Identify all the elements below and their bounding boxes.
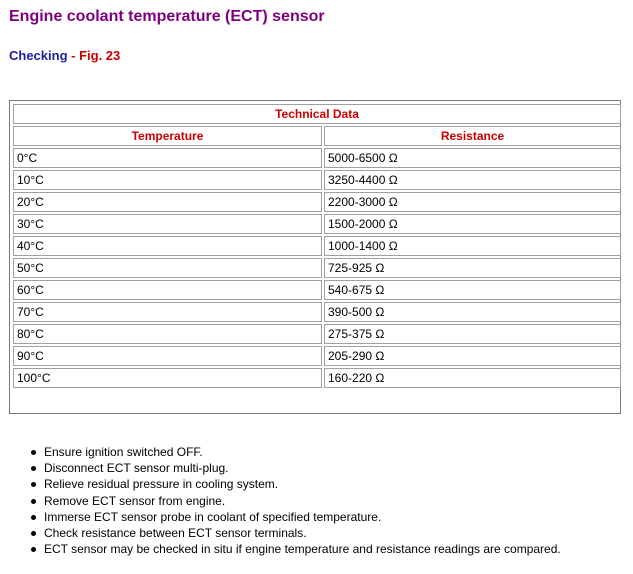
table-row — [13, 148, 621, 168]
resistance-cell: 275-375 Ω — [324, 324, 621, 344]
page-title: Engine coolant temperature (ECT) sensor — [9, 8, 325, 25]
bullet-icon — [31, 515, 36, 520]
step-text: Disconnect ECT sensor multi-plug. — [44, 461, 229, 476]
checking-label: Checking — [9, 48, 68, 63]
temperature-cell: 60°C — [13, 280, 322, 300]
table-row — [13, 170, 621, 190]
subheading-separator: - — [67, 48, 80, 63]
list-item — [44, 509, 561, 525]
list-item — [44, 493, 561, 509]
bullet-icon — [31, 482, 36, 487]
bullet-icon — [31, 450, 36, 455]
table-header-row — [13, 126, 621, 146]
list-item — [44, 525, 561, 541]
resistance-cell: 725-925 Ω — [324, 258, 621, 278]
temperature-cell: 30°C — [13, 214, 322, 234]
list-item — [44, 541, 561, 557]
list-item — [44, 444, 561, 460]
temperature-cell: 10°C — [13, 170, 322, 190]
bullet-icon — [31, 499, 36, 504]
bullet-icon — [31, 547, 36, 552]
table-row — [13, 214, 621, 234]
section-subheading — [9, 48, 120, 63]
temperature-cell: 0°C — [13, 148, 322, 168]
table-row — [13, 258, 621, 278]
resistance-cell: 1500-2000 Ω — [324, 214, 621, 234]
table-row — [13, 192, 621, 212]
column-header-temperature: Temperature — [13, 126, 322, 146]
procedure-steps-list — [0, 444, 561, 557]
table-caption-row — [13, 104, 621, 124]
table-row — [13, 368, 621, 388]
technical-data-table-frame — [9, 100, 621, 414]
list-item — [44, 476, 561, 492]
resistance-cell: 3250-4400 Ω — [324, 170, 621, 190]
table-row — [13, 302, 621, 322]
step-text: Check resistance between ECT sensor terminals. — [44, 526, 307, 541]
temperature-cell: 40°C — [13, 236, 322, 256]
temperature-cell: 50°C — [13, 258, 322, 278]
resistance-cell: 2200-3000 Ω — [324, 192, 621, 212]
step-text: Ensure ignition switched OFF. — [44, 445, 203, 459]
technical-data-table — [11, 102, 623, 390]
step-text: Immerse ECT sensor probe in coolant of specified temperature. — [44, 509, 382, 524]
figure-link[interactable]: Fig. 23 — [79, 48, 121, 63]
table-row — [13, 324, 621, 344]
temperature-cell: 20°C — [13, 192, 322, 212]
step-text: Relieve residual pressure in cooling system. — [44, 477, 279, 492]
resistance-cell: 1000-1400 Ω — [324, 236, 621, 256]
bullet-icon — [31, 466, 36, 471]
table-caption: Technical Data — [13, 104, 621, 124]
table-row — [13, 236, 621, 256]
resistance-cell: 5000-6500 Ω — [324, 148, 621, 168]
table-row — [13, 346, 621, 366]
bullet-icon — [31, 531, 36, 536]
step-text: ECT sensor may be checked in situ if engine temperature and resistance readings are compared. — [44, 542, 561, 557]
resistance-cell: 390-500 Ω — [324, 302, 621, 322]
temperature-cell: 70°C — [13, 302, 322, 322]
temperature-cell: 80°C — [13, 324, 322, 344]
temperature-cell: 90°C — [13, 346, 322, 366]
resistance-cell: 540-675 Ω — [324, 280, 621, 300]
temperature-cell: 100°C — [13, 368, 322, 388]
column-header-resistance: Resistance — [324, 126, 621, 146]
resistance-cell: 205-290 Ω — [324, 346, 621, 366]
step-text: Remove ECT sensor from engine. — [44, 493, 226, 508]
list-item — [44, 460, 561, 476]
table-row — [13, 280, 621, 300]
resistance-cell: 160-220 Ω — [324, 368, 621, 388]
